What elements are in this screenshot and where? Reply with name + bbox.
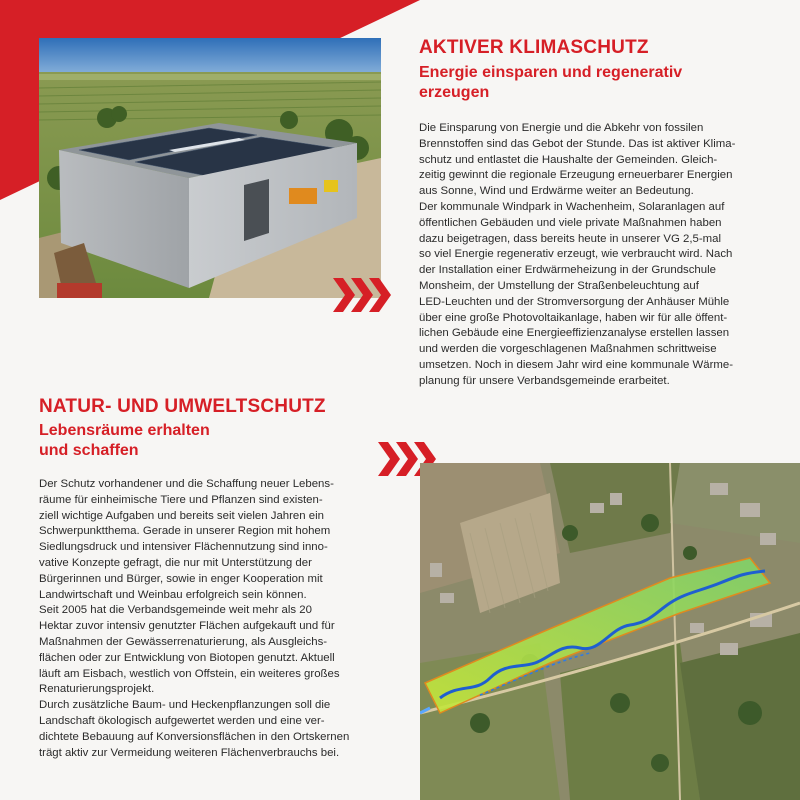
klimaschutz-title: AKTIVER KLIMASCHUTZ bbox=[419, 37, 649, 58]
body-line: und werden die vorgeschlagenen Maßnahmen schrittweise bbox=[419, 343, 717, 356]
body-line: planung für unsere Verbandsgemeinde erarbeitet. bbox=[419, 374, 670, 387]
subtitle-line: Energie einsparen und regenerativ bbox=[419, 64, 683, 81]
body-line: Siedlungsdruck und intensiver Flächennutzung sind inno- bbox=[39, 541, 328, 554]
body-line: umsetzen. Noch in diesem Jahr wird eine kommunale Wärme- bbox=[419, 358, 733, 371]
body-line: lichen Gebäude eine Energieeffizienzanalyse erstellen lassen bbox=[419, 327, 730, 340]
body-line: Landschaft ökologisch aufgewertet werden und eine ver- bbox=[39, 714, 325, 727]
solar-hall-aerial-photo bbox=[39, 38, 381, 298]
body-line: flächen oder zur Entwicklung von Biotopen genutzt. Aktuell bbox=[39, 651, 335, 664]
body-line: Renaturierungsprojekt. bbox=[39, 683, 155, 696]
body-line: dichtete Bebauung auf Konversionsflächen in den Ortskernen bbox=[39, 730, 350, 743]
body-line: Monsheim, der Umstellung der Straßenbeleuchtung auf bbox=[419, 279, 699, 292]
body-line: räume für einheimische Tiere und Pflanzen sind existen- bbox=[39, 493, 323, 506]
body-line: trägt aktiv zur Vermeidung weiteren Flächenverbrauchs bei. bbox=[39, 746, 340, 759]
body-line: Durch zusätzliche Baum- und Heckenpflanzungen soll die bbox=[39, 699, 331, 712]
body-line: so viel Energie regenerativ erzeugt, wie verbraucht wird. Nach bbox=[419, 248, 733, 261]
body-line: Landwirtschaft und Weinbau erfolgreich sein können. bbox=[39, 588, 307, 601]
triple-chevron-right-icon bbox=[333, 278, 393, 312]
body-line: Seit 2005 hat die Verbandsgemeinde weit mehr als 20 bbox=[39, 604, 312, 617]
naturschutz-title: NATUR- UND UMWELTSCHUTZ bbox=[39, 396, 326, 417]
body-line: schutz und entlastet die Haushalte der Gemeinden. Gleich- bbox=[419, 153, 718, 166]
body-line: zeitig gewinnt die regionale Erzeugung erneuerbarer Energien bbox=[419, 169, 733, 182]
body-line: Schwerpunktthema. Gerade in unserer Region mit hohem bbox=[39, 525, 331, 538]
klimaschutz-subtitle bbox=[419, 63, 682, 103]
naturschutz-body bbox=[39, 477, 349, 761]
body-line: Brennstoffen sind das Gebot der Stunde. Das ist aktiver Klima- bbox=[419, 137, 736, 150]
subtitle-line: und schaffen bbox=[39, 442, 139, 459]
body-line: läuft am Eisbach, westlich von Offstein, ein weiteres großes bbox=[39, 667, 340, 680]
body-line: Die Einsparung von Energie und die Abkehr von fossilen bbox=[419, 122, 704, 134]
naturschutz-subtitle bbox=[39, 421, 210, 461]
eisbach-renaturation-aerial-map bbox=[420, 463, 800, 800]
subtitle-line: erzeugen bbox=[419, 84, 490, 101]
klimaschutz-body bbox=[419, 121, 735, 390]
body-line: öffentlichen Gebäuden und viele private Maßnahmen haben bbox=[419, 216, 722, 229]
body-line: ziell wichtige Aufgaben und bereits seit vielen Jahren ein bbox=[39, 509, 324, 522]
body-line: Der kommunale Windpark in Wachenheim, Solaranlagen auf bbox=[419, 200, 725, 213]
body-line: Der Schutz vorhandener und die Schaffung neuer Lebens- bbox=[39, 478, 334, 490]
body-line: Hektar zuvor intensiv genutzter Flächen aufgekauft und für bbox=[39, 620, 335, 633]
body-line: aus Sonne, Wind und Erdwärme weiter an Bedeutung. bbox=[419, 185, 694, 198]
body-line: dazu beigetragen, dass bereits heute in unserer VG 2,5-mal bbox=[419, 232, 722, 245]
body-line: Bürgerinnen und Bürger, sowie in enger Kooperation mit bbox=[39, 572, 323, 585]
body-line: über eine große Photovoltaikanlage, haben wir für alle öffent- bbox=[419, 311, 728, 324]
body-line: der Installation einer Erdwärmeheizung in der Grundschule bbox=[419, 264, 716, 277]
body-line: Maßnahmen der Gewässerrenaturierung, als Ausgleichs- bbox=[39, 635, 328, 648]
body-line: LED-Leuchten und der Stromversorgung der Anhäuser Mühle bbox=[419, 295, 730, 308]
body-line: vative Konzepte gefragt, die nur mit Unterstützung der bbox=[39, 556, 312, 569]
subtitle-line: Lebensräume erhalten bbox=[39, 422, 210, 439]
